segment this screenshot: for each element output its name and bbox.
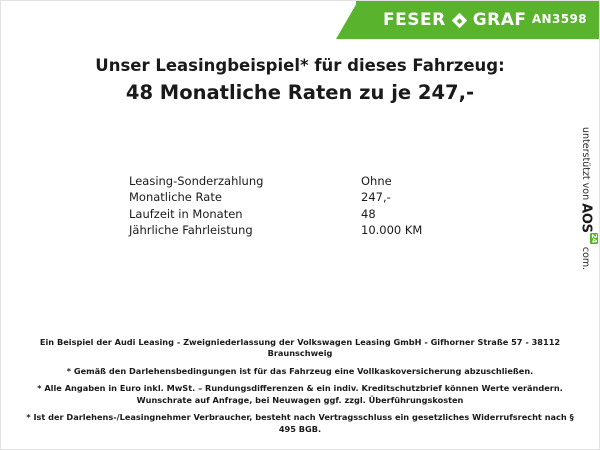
aos24-logo-sup: 24 [590,233,598,243]
table-row [129,222,422,239]
footer-line-withdrawal: * Ist der Darlehens-/Leasingnehmer Verbraucher, besteht nach Vertragsschluss ein gesetzliches Widerrufsrecht nach § 495 BGB. [26,412,574,434]
footer-line-pricing: * Alle Angaben in Euro inkl. MwSt. – Rundungsdifferenzen & ein indiv. Kreditschutzbrief können Werte verändern. Wunschrate auf Anfrage, bei Neuwagen ggf. zzgl. Überführungskosten [37,383,563,405]
page-title: Unser Leasingbeispiel* für dieses Fahrzeug: [95,56,505,75]
page-subtitle: 48 Monatliche Raten zu je 247,- [125,81,475,105]
detail-label: Leasing-Sonderzahlung [129,173,264,188]
brand-name-right: GRAF [472,10,527,30]
table-row [129,189,422,206]
detail-label: Monatliche Rate [129,190,222,205]
detail-label: Laufzeit in Monaten [129,206,243,221]
aos24-logo-text: AOS [578,203,594,233]
detail-value: 247,- [361,190,391,205]
diamond-icon [451,12,467,28]
table-row [129,206,422,223]
detail-value: 10.000 KM [361,223,423,238]
aos24-logo [578,203,598,244]
table-row [129,173,422,190]
sidebar-attribution [580,127,598,327]
footer-line-insurance: * Gemäß den Darlehensbedingungen ist für das Fahrzeug eine Vollkaskoversicherung abzuschließen. [66,365,534,376]
detail-value: Ohne [361,173,392,188]
detail-label: Jährliche Fahrleistung [129,223,253,238]
page-header [1,1,599,39]
sidebar-attribution-inner [578,127,598,271]
title-block [1,55,599,107]
footer-line-lessor: Ein Beispiel der Audi Leasing - Zweigniederlassung der Volkswagen Leasing GmbH - Gifhorner Straße 57 - 38112 Braunschweig [39,336,561,358]
detail-value: 48 [361,206,376,221]
dealer-logo [383,10,527,30]
leasing-details-table [129,173,422,239]
legal-footer [1,337,599,436]
leasing-details [129,173,599,239]
brand-name-left: FESER [383,10,446,30]
sidebar-prefix: unterstützt von [579,127,591,201]
sidebar-suffix: .com [579,246,591,271]
vehicle-ident-number: AN3598 [531,12,587,26]
